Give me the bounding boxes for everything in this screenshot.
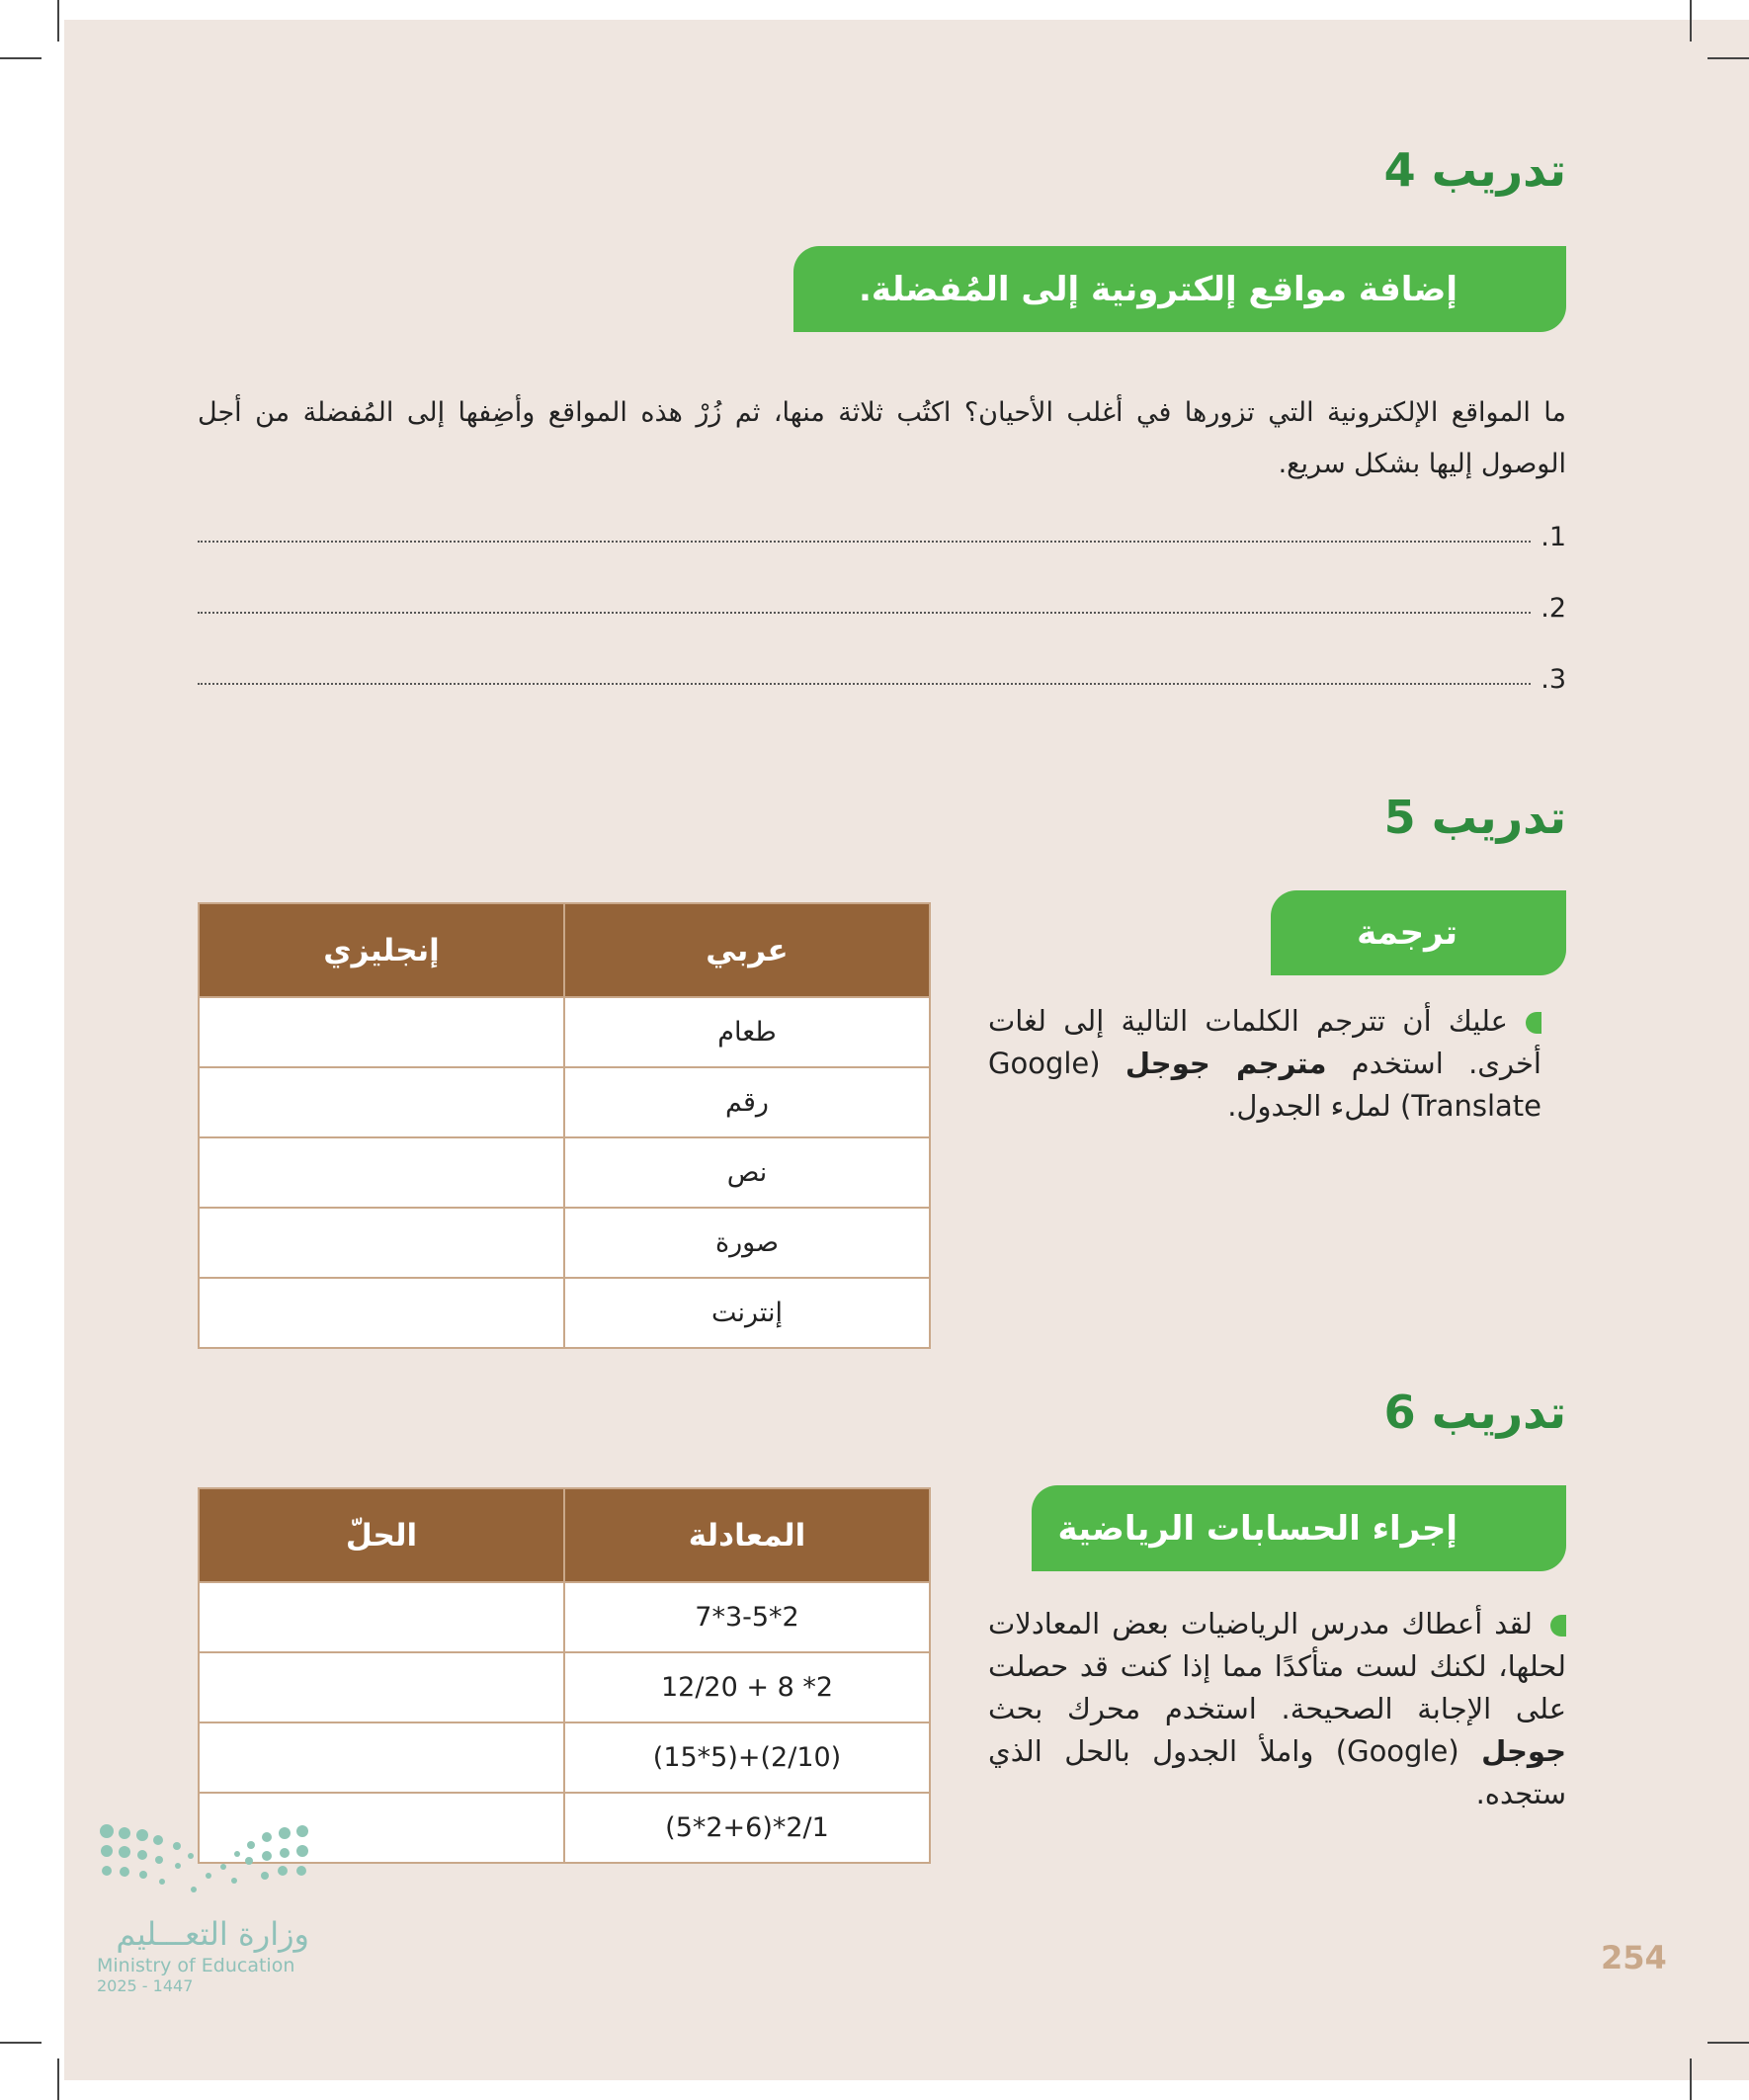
bold-text: جوجل <box>1481 1734 1566 1768</box>
crop-mark <box>1707 57 1749 59</box>
answer-field[interactable] <box>198 541 1531 543</box>
answer-field[interactable] <box>198 683 1531 685</box>
crop-mark <box>0 57 42 59</box>
logo-english-text: Ministry of Education <box>97 1955 295 1976</box>
ministry-logo <box>97 1823 314 1995</box>
exercise-5-instructions <box>988 1000 1541 1128</box>
logo-arabic-text: وزارة التعـــليم <box>116 1915 309 1953</box>
line-number: 3. <box>1541 664 1566 695</box>
bullet-icon <box>1550 1615 1566 1637</box>
word-cell: نص <box>564 1137 930 1208</box>
crop-mark <box>1707 2042 1749 2044</box>
bullet-icon <box>1526 1012 1541 1034</box>
exercise-6-title: تدريب 6 <box>1383 1386 1566 1439</box>
text: (Google Translate) لملء الجدول. <box>988 1047 1541 1123</box>
equation-cell: 7*3-5*2 <box>564 1582 930 1652</box>
answer-cell[interactable] <box>199 1652 564 1722</box>
word-cell: رقم <box>564 1067 930 1137</box>
word-cell: إنترنت <box>564 1278 930 1348</box>
answer-line-2[interactable] <box>198 593 1566 624</box>
equations-table <box>198 1487 931 1864</box>
table-row <box>199 1137 930 1208</box>
answer-cell[interactable] <box>199 1278 564 1348</box>
table-row <box>199 1652 930 1722</box>
table-row <box>199 1208 930 1278</box>
answer-cell[interactable] <box>199 997 564 1067</box>
crop-mark <box>57 0 59 42</box>
answer-line-1[interactable] <box>198 522 1566 552</box>
answer-line-3[interactable] <box>198 664 1566 695</box>
translation-table <box>198 902 931 1349</box>
exercise-6-banner: إجراء الحسابات الرياضية <box>1032 1485 1566 1571</box>
answer-cell[interactable] <box>199 1067 564 1137</box>
table-row <box>199 1278 930 1348</box>
column-header: المعادلة <box>564 1488 930 1582</box>
text: لقد أعطاك مدرس الرياضيات بعض المعادلات لحلها، لكنك لست متأكدًا مما إذا كنت قد حصلت على الإجابة الصحيحة. استخدم محرك بحث <box>988 1607 1566 1725</box>
exercise-5-banner: ترجمة <box>1271 890 1566 975</box>
line-number: 1. <box>1541 522 1566 552</box>
table-row <box>199 1582 930 1652</box>
answer-cell[interactable] <box>199 1722 564 1793</box>
line-number: 2. <box>1541 593 1566 624</box>
crop-mark <box>57 2058 59 2100</box>
table-row <box>199 1722 930 1793</box>
equation-cell: (5*2+6)*2/1 <box>564 1793 930 1863</box>
answer-field[interactable] <box>198 612 1531 614</box>
crop-mark <box>1690 2058 1692 2100</box>
table-row <box>199 1067 930 1137</box>
answer-cell[interactable] <box>199 1582 564 1652</box>
bold-text: مترجم جوجل <box>1124 1047 1327 1080</box>
exercise-4-title: تدريب 4 <box>1383 143 1566 197</box>
equation-cell: 12/20 + 8 *2 <box>564 1652 930 1722</box>
text: (Google) واملأ الجدول بالحل الذي ستجده. <box>988 1734 1566 1810</box>
logo-year: 2025 - 1447 <box>97 1976 194 1995</box>
crop-mark <box>1690 0 1692 42</box>
column-header: عربي <box>564 903 930 997</box>
exercise-6-instructions <box>988 1603 1566 1815</box>
dots-logo-icon <box>97 1823 314 1897</box>
page-number: 254 <box>1601 1939 1667 1976</box>
text: عليك أن تترجم الكلمات التالية إلى لغات أخرى. استخدم <box>988 1004 1541 1080</box>
answer-cell[interactable] <box>199 1208 564 1278</box>
word-cell: صورة <box>564 1208 930 1278</box>
exercise-5-title: تدريب 5 <box>1383 791 1566 844</box>
column-header: إنجليزي <box>199 903 564 997</box>
answer-cell[interactable] <box>199 1137 564 1208</box>
exercise-4-banner: إضافة مواقع إلكترونية إلى المُفضلة. <box>793 246 1566 332</box>
crop-mark <box>0 2042 42 2044</box>
equation-cell: (15*5)+(2/10) <box>564 1722 930 1793</box>
exercise-4-question: ما المواقع الإلكترونية التي تزورها في أغلب الأحيان؟ اكتُب ثلاثة منها، ثم زُرْ هذه المواقع وأضِفها إلى المُفضلة من أجل الوصول إليها بشكل سريع. <box>198 397 1566 479</box>
table-row <box>199 997 930 1067</box>
word-cell: طعام <box>564 997 930 1067</box>
column-header: الحلّ <box>199 1488 564 1582</box>
